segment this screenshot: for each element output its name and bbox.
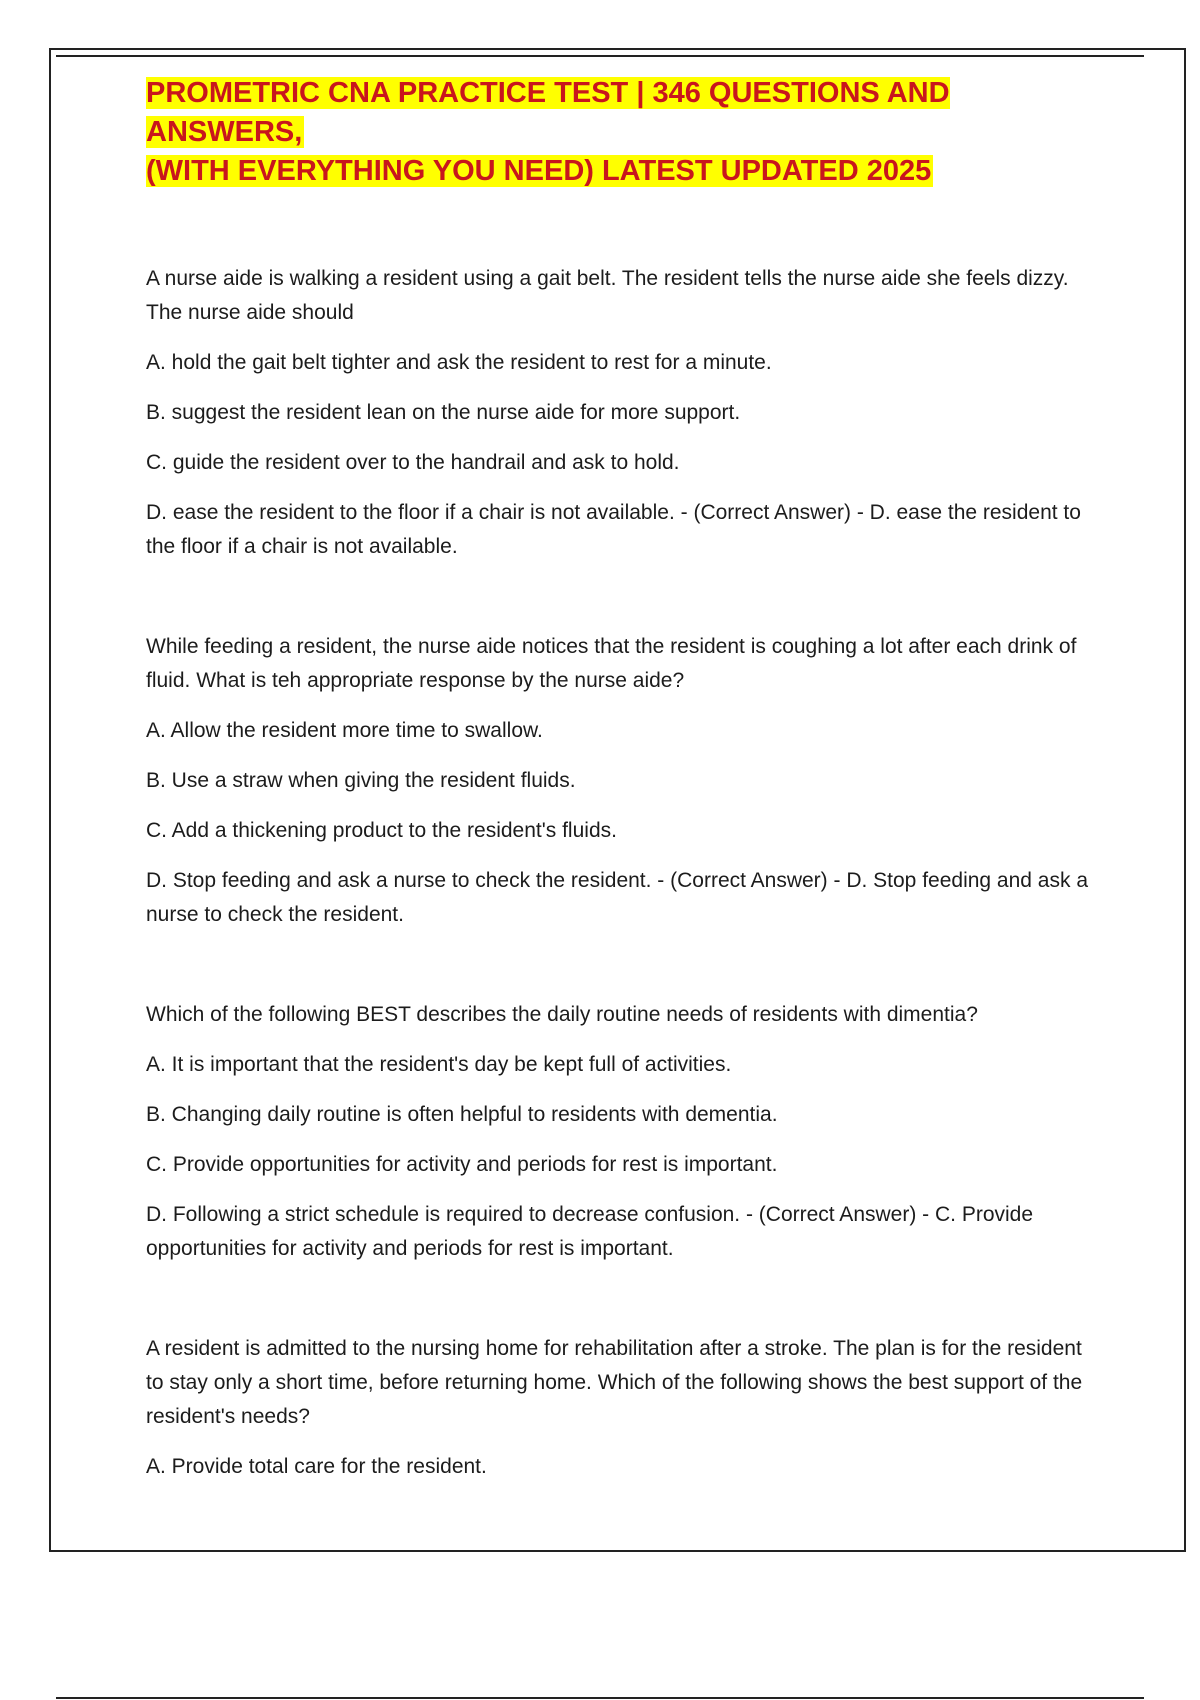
option-a: A. Provide total care for the resident. bbox=[146, 1455, 487, 1478]
option-b: B. suggest the resident lean on the nurse aide for more support. bbox=[146, 401, 741, 424]
option-c: C. guide the resident over to the handrail and ask to hold. bbox=[146, 451, 680, 474]
question-text: A nurse aide is walking a resident using a gait belt. The resident tells the nurse aide she feels dizzy. The nurse aide should bbox=[146, 267, 1069, 324]
option-b: B. Use a straw when giving the resident fluids. bbox=[146, 769, 576, 792]
title-line-2: (WITH EVERYTHING YOU NEED) LATEST UPDATED 2025 bbox=[146, 155, 932, 187]
option-d: D. ease the resident to the floor if a chair is not available. - (Correct Answer) - D. ease the resident to the floor if a chair is not available. bbox=[146, 501, 1081, 558]
question-2 bbox=[146, 630, 1096, 932]
bottom-rule bbox=[56, 1697, 1144, 1699]
option-b: B. Changing daily routine is often helpful to residents with dementia. bbox=[146, 1103, 778, 1126]
question-3 bbox=[146, 998, 1096, 1266]
page-content bbox=[146, 74, 1096, 1500]
option-a: A. Allow the resident more time to swallow. bbox=[146, 719, 543, 742]
option-d: D. Following a strict schedule is required to decrease confusion. - (Correct Answer) - C. Provide opportunities for activity and periods for rest is important. bbox=[146, 1203, 1034, 1260]
question-text: Which of the following BEST describes the daily routine needs of residents with dimentia? bbox=[146, 1003, 978, 1026]
option-d: D. Stop feeding and ask a nurse to check the resident. - (Correct Answer) - D. Stop feeding and ask a nurse to check the resident. bbox=[146, 869, 1088, 926]
question-text: A resident is admitted to the nursing home for rehabilitation after a stroke. The plan is for the resident to stay only a short time, before returning home. Which of the following shows the best support of the resident's needs? bbox=[146, 1337, 1083, 1428]
question-1 bbox=[146, 262, 1096, 564]
document-title bbox=[146, 74, 1096, 191]
option-c: C. Provide opportunities for activity and periods for rest is important. bbox=[146, 1153, 778, 1176]
option-c: C. Add a thickening product to the resident's fluids. bbox=[146, 819, 617, 842]
question-4 bbox=[146, 1332, 1096, 1484]
option-a: A. hold the gait belt tighter and ask the resident to rest for a minute. bbox=[146, 351, 772, 374]
title-line-1: PROMETRIC CNA PRACTICE TEST | 346 QUESTIONS AND ANSWERS, bbox=[146, 77, 950, 148]
question-text: While feeding a resident, the nurse aide notices that the resident is coughing a lot after each drink of fluid. What is teh appropriate response by the nurse aide? bbox=[146, 635, 1077, 692]
option-a: A. It is important that the resident's day be kept full of activities. bbox=[146, 1053, 732, 1076]
